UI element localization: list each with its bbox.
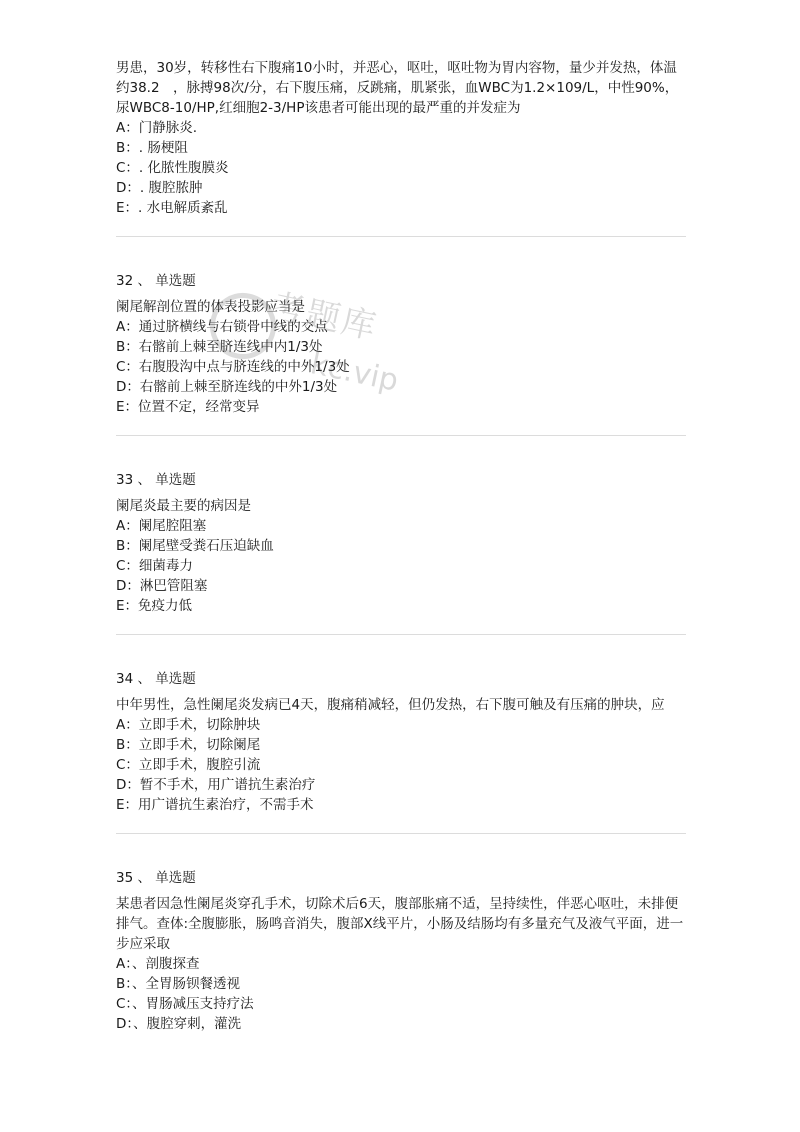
option-c: C：右腹股沟中点与脐连线的中外1/3处: [116, 359, 350, 375]
option-d: D：. 腹腔脓肿: [116, 180, 203, 196]
question-header: 32 、 单选题: [116, 273, 196, 289]
option-d: D：、腹腔穿刺，灌洗: [116, 1016, 242, 1032]
question-stem: 阑尾炎最主要的病因是: [116, 498, 251, 514]
option-a: A：、剖腹探查: [116, 956, 200, 972]
question-stem: 某患者因急性阑尾炎穿孔手术，切除术后6天，腹部胀痛不适，呈持续性，伴恶心呕吐，未排便排气。查体:全腹膨胀，肠鸣音消失，腹部X线平片，小肠及结肠均有多量充气及液气平面，进一步应采取: [116, 896, 684, 952]
option-e: E：免疫力低: [116, 598, 193, 614]
watermark-url: kc.vip: [307, 346, 402, 399]
question-33: [116, 435, 686, 634]
question-header: 33 、 单选题: [116, 472, 196, 488]
option-e: E：. 水电解质紊乱: [116, 200, 228, 216]
option-b: B：阑尾壁受粪石压迫缺血: [116, 538, 274, 554]
question-list: [116, 58, 686, 1052]
option-d: D：右髂前上棘至脐连线的中外1/3处: [116, 379, 338, 395]
option-a: A：立即手术，切除肿块: [116, 717, 261, 733]
option-c: C：、胃肠减压支持疗法: [116, 996, 254, 1012]
question-stem: 阑尾解剖位置的体表投影应当是: [116, 299, 305, 315]
option-d: D：暂不手术，用广谱抗生素治疗: [116, 777, 316, 793]
question-header: 35 、 单选题: [116, 870, 196, 886]
option-a: A：门静脉炎.: [116, 120, 198, 136]
question-32: [116, 236, 686, 435]
question-stem: 男患，30岁，转移性右下腹痛10小时，并恶心，呕吐，呕吐物为胃内容物，量少并发热，体温约38.2 ，脉搏98次/分，右下腹压痛，反跳痛，肌紧张，血WBC为1.2×109/L，中性90%，尿WBC8-10/HP,红细胞2-3/HP该患者可能出现的最严重的并发症为: [116, 60, 679, 116]
option-e: E：位置不定，经常变异: [116, 399, 260, 415]
option-c: C：细菌毒力: [116, 558, 193, 574]
question-34: [116, 634, 686, 833]
option-b: B：. 肠梗阻: [116, 140, 188, 156]
option-c: C：. 化脓性腹膜炎: [116, 160, 229, 176]
option-e: E：用广谱抗生素治疗，不需手术: [116, 797, 314, 813]
question-stem: 中年男性，急性阑尾炎发病已4天，腹痛稍减轻，但仍发热，右下腹可触及有压痛的肿块，应: [116, 697, 665, 713]
watermark-text: 考题库: [267, 286, 381, 348]
option-a: A：通过脐横线与右锁骨中线的交点: [116, 319, 328, 335]
option-b: B：立即手术，切除阑尾: [116, 737, 261, 753]
option-a: A：阑尾腔阻塞: [116, 518, 207, 534]
question-35: [116, 833, 686, 1052]
question-31: [116, 58, 686, 236]
option-b: B：右髂前上棘至脐连线中内1/3处: [116, 339, 323, 355]
question-header: 34 、 单选题: [116, 671, 196, 687]
option-b: B：、全胃肠钡餐透视: [116, 976, 241, 992]
option-d: D：淋巴管阻塞: [116, 578, 208, 594]
option-c: C：立即手术，腹腔引流: [116, 757, 261, 773]
